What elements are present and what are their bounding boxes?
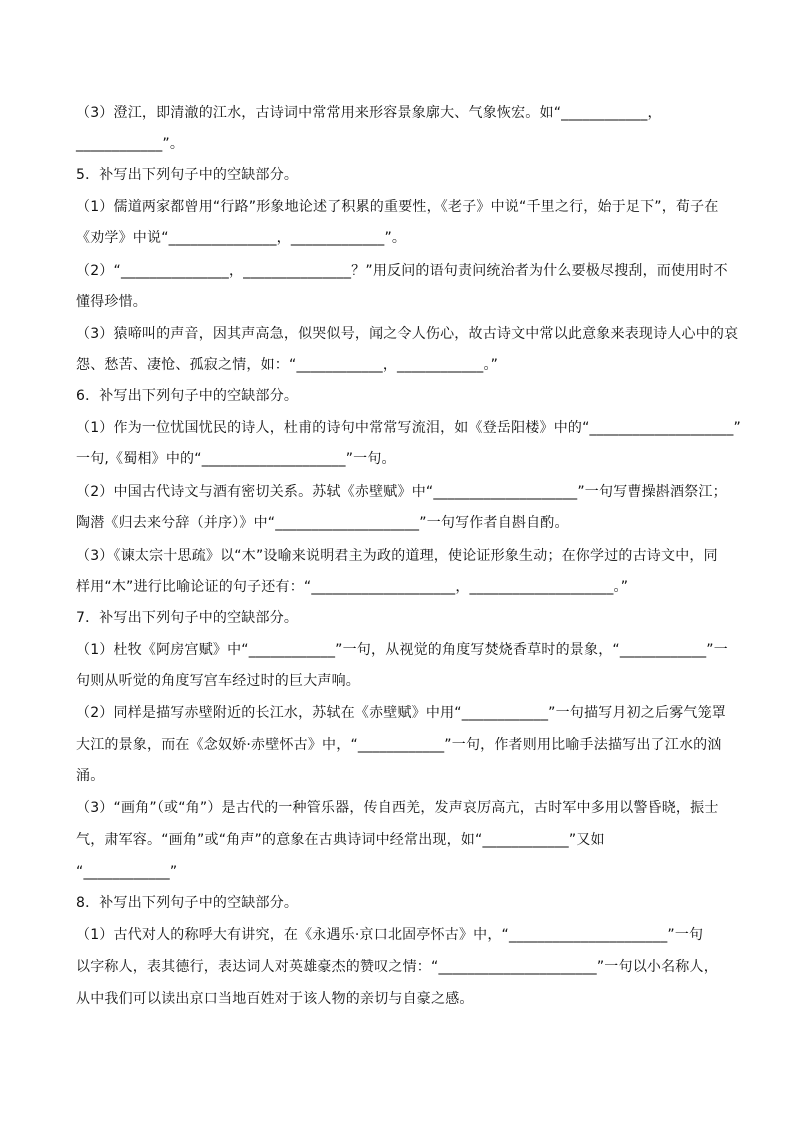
text-line: （2）同样是描写赤壁附近的长江水，苏轼在《赤壁赋》中用“____________”一句描写月初之后雾气笼罩 (76, 705, 727, 721)
text-line: （2）“_______________，_______________？”用反问的语句责问统治者为什么要极尽搜刮，而使用时不 (76, 263, 728, 279)
text-line: （2）中国古代诗文与酒有密切关系。苏轼《赤壁赋》中“____________________”一句写曹操斟酒祭江； (76, 484, 727, 500)
text-line: 从中我们可以读出京口当地百姓对于该人物的亲切与自豪之感。 (76, 991, 474, 1007)
text-line: 以字称人，表其德行，表达词人对英雄豪杰的赞叹之情：“______________________”一句以小名称人， (76, 959, 718, 975)
text-line: 涌。 (76, 768, 105, 784)
text-line: （3）猿啼叫的声音，因其声高急，似哭似号，闻之令人伤心，故古诗文中常以此意象来表现诗人心中的哀 (76, 326, 739, 342)
text-line: 句则从听觉的角度写宫车经过时的巨大声响。 (76, 673, 360, 689)
text-line: （1）作为一位忧国忧民的诗人，杜甫的诗句中常常写流泪，如《登岳阳楼》中的“____________________” (76, 420, 742, 436)
text-line: 陶潜《归去来兮辞（并序）》中“____________________”一句写作者自斟自酌。 (76, 515, 569, 531)
question-heading: 8．补写出下列句子中的空缺部分。 (76, 895, 299, 911)
text-line: 《劝学》中说“_______________，_____________”。 (76, 230, 407, 246)
text-line: （3）《谏太宗十思疏》以“木”设喻来说明君主为政的道理，使论证形象生动；在你学过的古诗文中，同 (76, 548, 718, 564)
text-line: “____________” (76, 864, 178, 880)
text-line: 大江的景象，而在《念奴娇·赤壁怀古》中，“____________”一句，作者则用比喻手法描写出了江水的汹 (76, 737, 722, 753)
text-line: （1）杜牧《阿房宫赋》中“____________”一句，从视觉的角度写焚烧香草时的景象，“____________”一 (76, 642, 728, 658)
text-line: （3）“画角”（或“角”）是古代的一种管乐器，传自西羌，发声哀厉高亢，古时军中多用以警昏晓，振士 (76, 800, 719, 816)
question-heading: 7．补写出下列句子中的空缺部分。 (76, 610, 299, 626)
text-line: （1）儒道两家都曾用“行路”形象地论述了积累的重要性，《老子》中说“千里之行，始于足下”，荀子在 (76, 199, 719, 215)
text-line: 一句,《蜀相》中的“____________________”一句。 (76, 451, 396, 467)
text-line: 样用“木”进行比喻论证的句子还有：“____________________，____________________。” (76, 579, 629, 595)
question-heading: 5．补写出下列句子中的空缺部分。 (76, 167, 299, 183)
text-line: 懂得珍惜。 (76, 294, 147, 310)
text-line: ____________”。 (76, 136, 185, 152)
text-line: 怨、愁苦、凄怆、孤寂之情，如：“____________，____________。” (76, 357, 499, 373)
text-line: 气，肃军容。“画角”或“角声”的意象在古典诗词中经常出现，如“____________”又如 (76, 832, 605, 848)
question-heading: 6．补写出下列句子中的空缺部分。 (76, 388, 299, 404)
text-line: （3）澄江，即清澈的江水，古诗词中常常用来形容景象廓大、气象恢宏。如“____________， (76, 105, 662, 121)
text-line: （1）古代对人的称呼大有讲究，在《永遇乐·京口北固亭怀古》中，“______________________”一句 (76, 927, 704, 943)
